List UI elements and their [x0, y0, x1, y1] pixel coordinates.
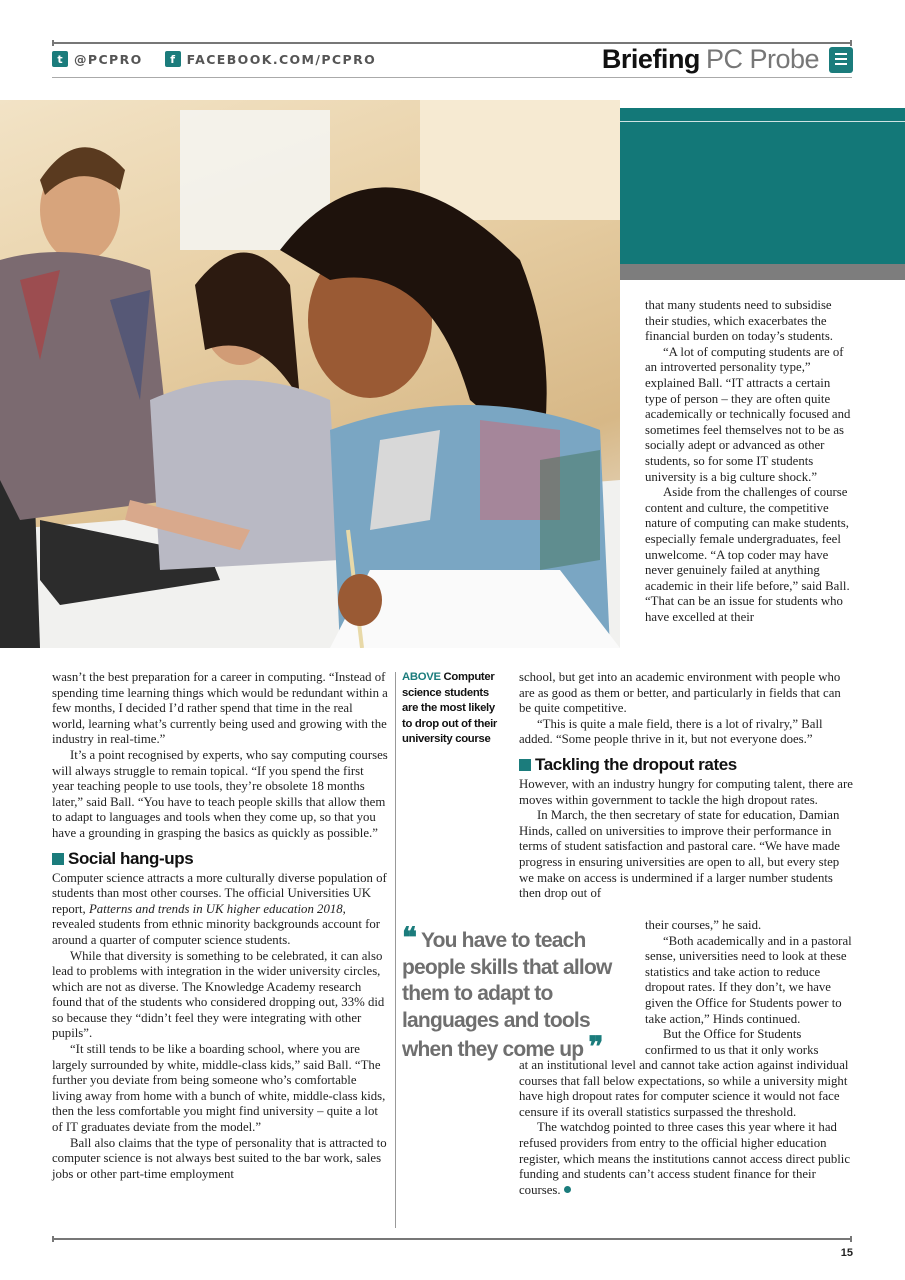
paragraph — [52, 871, 388, 949]
facebook-icon[interactable]: f — [165, 51, 181, 67]
paragraph: However, with an industry hungry for computing talent, there are moves within government to tackle the high dropout rates. — [519, 776, 853, 807]
middle-column-bottom — [519, 1058, 855, 1198]
paragraph: But the Office for Students confirmed to us that it only works — [645, 1027, 819, 1057]
teal-accent-block — [620, 108, 905, 264]
middle-column-narrow — [645, 918, 855, 1058]
subheading-text: Tackling the dropout rates — [535, 754, 737, 774]
paragraph: that many students need to subsidise their studies, which exacerbates the financial burden on today’s students. — [645, 298, 834, 344]
caption-lead: ABOVE — [402, 671, 441, 683]
paragraph: Aside from the challenges of course content and culture, the competitive nature of computing can make students, especially female undergraduates, feel unwelcome. “A top coder may have never genuinely failed at anything academic in their life before,” said Ball. “That can be an issue for students who have excelled at their — [645, 485, 850, 624]
open-quote-icon: ❝ — [402, 921, 417, 954]
pull-quote-text: You have to teach people skills that allow them to adapt to languages and tools when they come up — [402, 929, 612, 1061]
paragraph: “A lot of computing students are of an introverted personality type,” explained Ball. “IT attracts a certain type of person – they are often quite academically or technically focused and sometimes feel themselves not to be as socially adept or advanced as other students, so for some IT students university is a big culture shock.” — [645, 344, 851, 484]
magazine-icon — [829, 47, 853, 73]
subheading-social — [52, 849, 388, 869]
paragraph: While that diversity is something to be celebrated, it can also lead to problems with integration in the wider university circles, which are not as diverse. The Knowledge Academy research found that of the students who considered dropping out, 33% did so because they “didn’t feel they were integrating with other pupils”. — [52, 948, 385, 1041]
close-quote-icon: ❞ — [588, 1030, 603, 1063]
paragraph: It’s a point recognised by experts, who say computing courses will always struggle to remain topical. “If you spend the first year teaching people to use tools, they’re obsolete 18 months later,” said Ball. “You have to teach people skills that allow them to adapt to languages and tools when they come up, so that you have a grounding in grasping the basics as quickly as possible.” — [52, 747, 388, 840]
paragraph: In March, the then secretary of state for education, Damian Hinds, called on universities to improve their performance in terms of student satisfaction and pastoral care. “We have made progress in ensuring universities are open to all, but every step we make on access is undermined if a larger number students then drop out of — [519, 808, 840, 901]
end-mark-icon — [564, 1186, 571, 1193]
text: Computer science attracts a more culturally diverse population of students than most other courses. The official Universities UK report, — [52, 870, 387, 916]
section-title-bold: Briefing — [601, 44, 700, 74]
social-links — [52, 51, 376, 67]
paragraph: “Both academically and in a pastoral sense, universities need to look at these statistics and take action to reduce dropout rates. If they don’t, we have given the Office for Students power to take action,” Hinds continued. — [645, 933, 852, 1026]
twitter-handle[interactable]: @PCPRO — [74, 51, 143, 67]
text: , revealed students from ethnic minority backgrounds account for around a quarter of computer science students. — [52, 901, 380, 947]
subheading-dropout — [519, 755, 855, 775]
section-title-light: PC Probe — [705, 44, 819, 74]
paragraph: “This is quite a male field, there is a lot of rivalry,” Ball added. “Some people thrive in it, but not everyone does.” — [519, 716, 823, 747]
paragraph — [519, 1120, 855, 1198]
subheading-text: Social hang-ups — [68, 848, 194, 868]
text: The watchdog pointed to three cases this year where it had refused providers from entry to the official higher education register, which means the institutions cannot access direct public funding and students can’t access student finance for their courses. — [519, 1120, 851, 1197]
column-divider — [395, 672, 396, 1228]
right-column-top — [645, 298, 855, 625]
grey-accent-band — [620, 264, 905, 280]
caption-text: Computer science students are the most likely to drop out of their university course — [402, 671, 498, 746]
pull-quote — [402, 921, 642, 1064]
paragraph: “It still tends to be like a boarding school, where you are largely surrounded by white, middle-class kids,” said Ball. “The further you deviate from being someone who’s comfortable living away from home with a bunch of white, middle-class kids, then the less comfortable you might find university – quite a lot of IT graduates deviate from the model.” — [52, 1042, 386, 1135]
facebook-url[interactable]: FACEBOOK.COM/PCPRO — [186, 51, 377, 67]
students-illustration — [0, 100, 620, 648]
left-column — [52, 670, 388, 1182]
teal-accent-line — [620, 121, 905, 122]
photo-caption — [402, 670, 506, 748]
paragraph: their courses,” he said. — [645, 918, 762, 932]
heading-marker — [52, 853, 64, 865]
middle-column — [519, 670, 855, 902]
students-photo — [0, 100, 620, 648]
twitter-icon[interactable]: t — [52, 51, 68, 67]
heading-marker — [519, 759, 531, 771]
paragraph: wasn’t the best preparation for a career in computing. “Instead of spending time learning things which would be redundant within a few months, I decided I’d rather spend that time in the real world, learning what’s currently being used and growing with the industry in real-time.” — [52, 670, 388, 747]
paragraph: school, but get into an academic environment with people who are as good as them or better, and particularly in fields that can be quite competitive. — [519, 670, 841, 716]
bottom-rule — [52, 1238, 852, 1240]
paragraph: Ball also claims that the type of personality that is attracted to computer science is not always best suited to the bar work, sales jobs or other part-time employment — [52, 1135, 387, 1181]
page-number: 15 — [840, 1247, 853, 1259]
report-title: Patterns and trends in UK higher education 2018 — [88, 901, 343, 916]
header-underline — [52, 77, 852, 78]
paragraph: at an institutional level and cannot take action against individual courses that fall below expectations, so while a university might have high dropout rates for computer science it would not face censure if its overall statistics surpassed the threshold. — [519, 1058, 849, 1119]
section-brand — [602, 44, 853, 75]
